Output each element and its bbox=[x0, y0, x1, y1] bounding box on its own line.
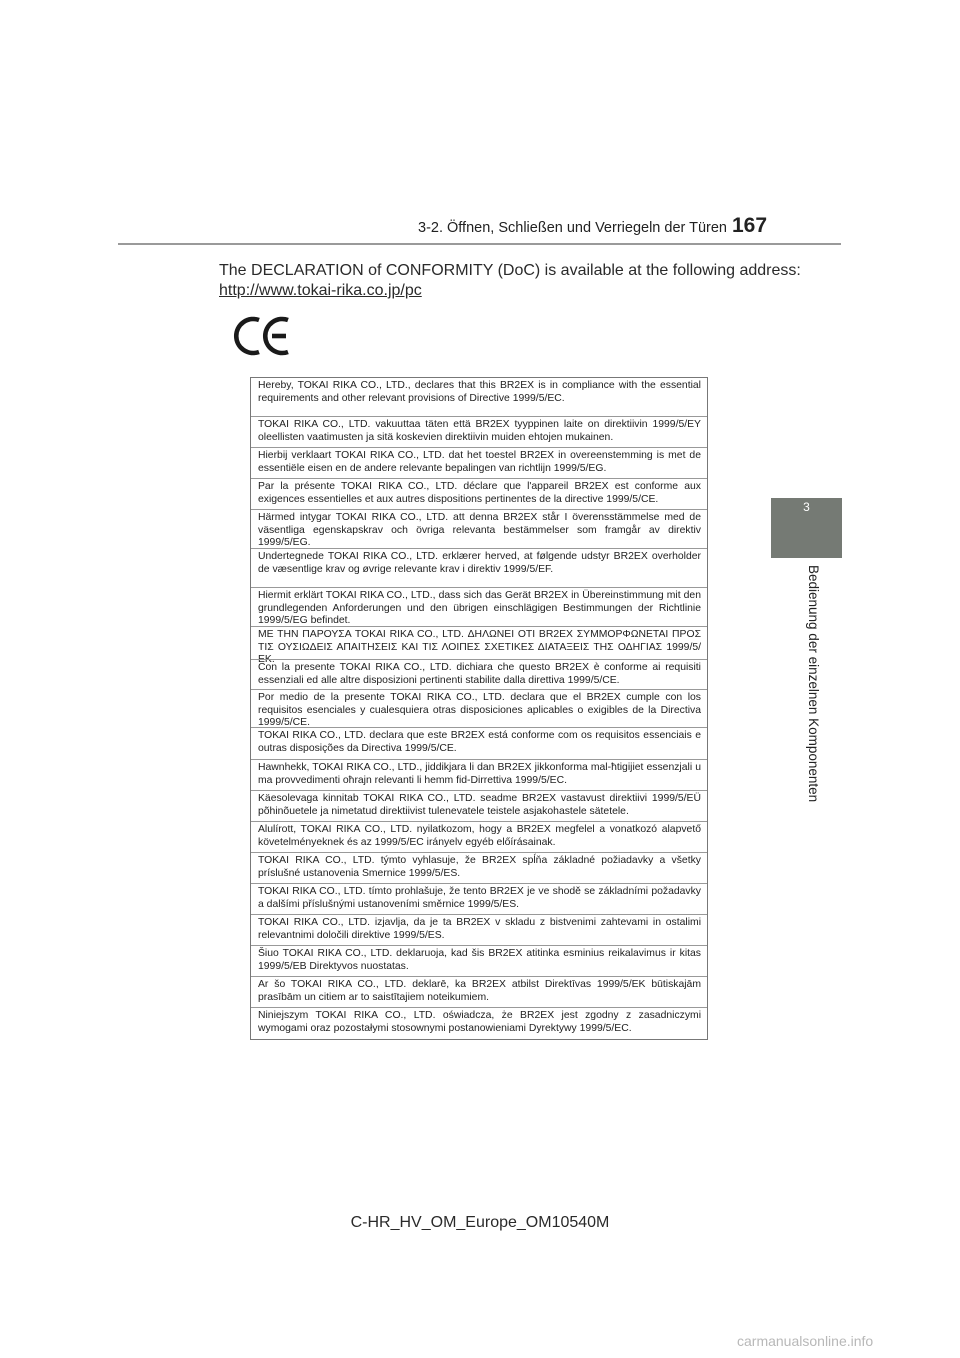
declaration-row: Ar šo TOKAI RIKA CO., LTD. deklarē, ka BR2EX atbilst Direktīvas 1999/5/EK būtiskajām prasībām un citiem ar to saistītajiem noteikumiem. bbox=[251, 976, 707, 1007]
declaration-row: Hawnhekk, TOKAI RIKA CO., LTD., jiddikjara li dan BR2EX jikkonforma mal-ħtigijiet essenzjali u ma provvedimenti oħrajn relevanti li hemm fid-Dirrettiva 1999/5/EC. bbox=[251, 759, 707, 790]
declaration-row: Par la présente TOKAI RIKA CO., LTD. déclare que l'appareil BR2EX est conforme aux exigences essentielles et aux autres dispositions pertinentes de la directive 1999/5/CE. bbox=[251, 478, 707, 509]
declaration-row: Käesolevaga kinnitab TOKAI RIKA CO., LTD. seadme BR2EX vastavust direktiivi 1999/5/EÜ põhinõuetele ja nimetatud direktiivist tulenevatele teistele asjakohastele sätetele. bbox=[251, 790, 707, 821]
doc-intro-text: The DECLARATION of CONFORMITY (DoC) is available at the following address: bbox=[219, 262, 801, 279]
declaration-row: TOKAI RIKA CO., LTD. tímto prohlašuje, že tento BR2EX je ve shodě se základními požadavky a dalšími příslušnými ustanoveními směrnice 1999/5/ES. bbox=[251, 883, 707, 914]
declaration-row: Niniejszym TOKAI RIKA CO., LTD. oświadcza, że BR2EX jest zgodny z zasadniczymi wymogami oraz pozostałymi stosownymi postanowieniami Dyrektywy 1999/5/EC. bbox=[251, 1007, 707, 1039]
watermark: carmanualsonline.info bbox=[737, 1333, 874, 1349]
page-number: 167 bbox=[732, 214, 768, 237]
declaration-row: TOKAI RIKA CO., LTD. izjavlja, da je ta BR2EX v skladu z bistvenimi zahtevami in ostalimi relevantnimi določili direktive 1999/5/ES. bbox=[251, 914, 707, 945]
header-rule bbox=[118, 243, 841, 245]
declaration-row: Con la presente TOKAI RIKA CO., LTD. dichiara che questo BR2EX è conforme ai requisiti essenziali ed alle altre disposizioni pertinenti stabilite dalla direttiva 1999/5/CE. bbox=[251, 659, 707, 689]
declaration-row: TOKAI RIKA CO., LTD. declara que este BR2EX está conforme com os requisitos essenciais e outras disposições da Directiva 1999/5/CE. bbox=[251, 727, 707, 759]
chapter-title: Bedienung der einzelnen Komponenten bbox=[806, 565, 821, 803]
declaration-row: Hierbij verklaart TOKAI RIKA CO., LTD. dat het toestel BR2EX in overeenstemming is met de essentiële eisen en de andere relevante bepalingen van richtlijn 1999/5/EG. bbox=[251, 447, 707, 478]
declaration-table bbox=[250, 377, 708, 1040]
declaration-row: Hiermit erklärt TOKAI RIKA CO., LTD., dass sich das Gerät BR2EX in Übereinstimmung mit den grundlegenden Anforderungen und den übrigen einschlägigen Bestimmungen der Richtlinie 1999/5/EG befindet. bbox=[251, 587, 707, 626]
declaration-row: Šiuo TOKAI RIKA CO., LTD. deklaruoja, kad šis BR2EX atitinka esminius reikalavimus ir kitas 1999/5/EB Direktyvos nuostatas. bbox=[251, 945, 707, 976]
section-title: 3-2. Öffnen, Schließen und Verriegeln der Türen bbox=[418, 220, 727, 236]
declaration-row: Undertegnede TOKAI RIKA CO., LTD. erklærer herved, at følgende udstyr BR2EX overholder de væsentlige krav og øvrige relevante krav i direktiv 1999/5/EF. bbox=[251, 548, 707, 587]
declaration-row: ΜΕ ΤΗΝ ΠΑΡΟΥΣΑ TOKAI RIKA CO., LTD. ΔΗΛΩΝΕΙ ΟΤΙ BR2EX ΣΥΜΜΟΡΦΩΝΕΤΑΙ ΠΡΟΣ ΤΙΣ ΟΥΣΙΩΔΕΙΣ ΑΠΑΙΤΗΣΕΙΣ ΚΑΙ ΤΙΣ ΛΟΙΠΕΣ ΣΧΕΤΙΚΕΣ ΔΙΑΤΑΞΕΙΣ ΤΗΣ ΟΔΗΓΙΑΣ 1999/5/ΕΚ. bbox=[251, 626, 707, 659]
chapter-number: 3 bbox=[803, 500, 810, 514]
doc-url-link[interactable]: http://www.tokai-rika.co.jp/pc bbox=[219, 282, 422, 299]
footer-code: C-HR_HV_OM_Europe_OM10540M bbox=[350, 1214, 610, 1231]
ce-mark-icon bbox=[233, 314, 295, 358]
declaration-row: Hereby, TOKAI RIKA CO., LTD., declares that this BR2EX is in compliance with the essential requirements and other relevant provisions of Directive 1999/5/EC. bbox=[258, 380, 701, 404]
declaration-row: Härmed intygar TOKAI RIKA CO., LTD. att denna BR2EX står I överensstämmelse med de väsentliga egenskapskrav och övriga relevanta bestämmelser som framgår av direktiv 1999/5/EG. bbox=[251, 509, 707, 548]
declaration-row: Por medio de la presente TOKAI RIKA CO., LTD. declara que el BR2EX cumple con los requisitos esenciales y cualesquiera otras disposiciones aplicables o exigibles de la Directiva 1999/5/CE. bbox=[251, 689, 707, 727]
declaration-row: Alulírott, TOKAI RIKA CO., LTD. nyilatkozom, hogy a BR2EX megfelel a vonatkozó alapvető követelményeknek és az 1999/5/EC irányelv egyéb előírásainak. bbox=[251, 821, 707, 852]
declaration-row: TOKAI RIKA CO., LTD. týmto vyhlasuje, že BR2EX spĺňa základné požiadavky a všetky príslušné ustanovenia Smernice 1999/5/ES. bbox=[251, 852, 707, 883]
declaration-row: TOKAI RIKA CO., LTD. vakuuttaa täten että BR2EX tyyppinen laite on direktiivin 1999/5/EY oleellisten vaatimusten ja sitä koskevien direktiivin muiden ehtojen mukainen. bbox=[251, 416, 707, 447]
